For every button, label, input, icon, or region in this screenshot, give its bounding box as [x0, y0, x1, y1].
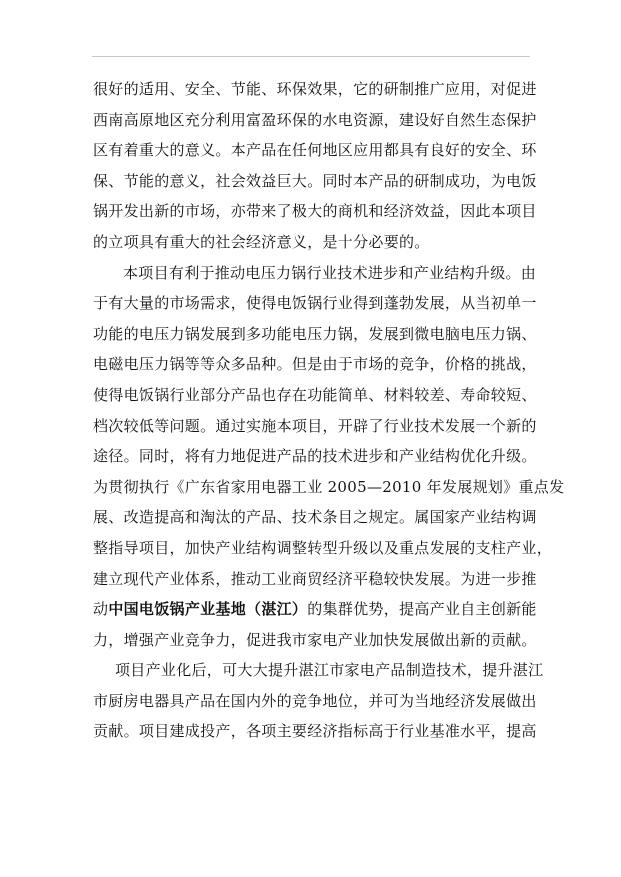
text-line: 贡献。项目建成投产，各项主要经济指标高于行业基准水平，提高	[93, 722, 537, 741]
text-line: 西南高原地区充分利用富盈环保的水电资源，建设好自然生态保护	[93, 110, 537, 129]
text-line: 途径。同时，将有力地促进产品的技术进步和产业结构优化升级。	[93, 447, 537, 466]
text-line: 力，增强产业竞争力，促进我市家电产业加快发展做出新的贡献。	[93, 630, 537, 649]
text-line: 整指导项目，加快产业结构调整转型升级以及重点发展的支柱产业，	[93, 538, 553, 557]
text-line: 的立项具有重大的社会经济意义，是十分必要的。	[93, 232, 430, 251]
text-line: 本项目有利于推动电压力锅行业技术进步和产业结构升级。由	[123, 263, 537, 282]
text-line: 锅开发出新的市场，亦带来了极大的商机和经济效益，因此本项目	[93, 202, 537, 221]
text-line: 项目产业化后，可大大提升湛江市家电产品制造技术，提升湛江	[115, 661, 544, 680]
text-line: 于有大量的市场需求，使得电饭锅行业得到蓬勃发展，从当初单一	[93, 294, 537, 313]
text-line: 功能的电压力锅发展到多功能电压力锅，发展到微电脑电压力锅、	[93, 324, 537, 343]
text-line: 市厨房电器具产品在国内外的竞争地位，并可为当地经济发展做出	[93, 691, 537, 710]
text-line: 很好的适用、安全、节能、环保效果，它的研制推广应用，对促进	[93, 80, 537, 98]
bold-text-run: 中国电饭锅产业基地（湛江）	[108, 600, 308, 619]
text-line: 档次较低等问题。通过实施本项目，开辟了行业技术发展一个新的	[93, 416, 537, 435]
text-run: 动	[93, 600, 109, 619]
text-line: 使得电饭锅行业部分产品也存在功能简单、材料较差、寿命较短、	[93, 385, 537, 404]
header-divider	[92, 56, 530, 57]
text-line: 电磁电压力锅等等众多品种。但是由于市场的竞争，价格的挑战，	[93, 355, 537, 374]
body-text	[93, 74, 565, 747]
text-line: 展、改造提高和淘汰的产品、技术条目之规定。属国家产业结构调	[93, 508, 537, 527]
text-line: 保、节能的意义，社会效益巨大。同时本产品的研制成功，为电饭	[93, 171, 537, 190]
text-line: 建立现代产业体系，推动工业商贸经济平稳较快发展。为进一步推	[93, 569, 537, 588]
text-line-with-emphasis	[93, 594, 537, 625]
text-run: 的集群优势，提高产业自主创新能	[307, 600, 537, 619]
text-line: 区有着重大的意义。本产品在任何地区应用都具有良好的安全、环	[93, 141, 537, 160]
text-line: 为贯彻执行《广东省家用电器工业 2005—2010 年发展规划》重点发	[93, 477, 565, 496]
